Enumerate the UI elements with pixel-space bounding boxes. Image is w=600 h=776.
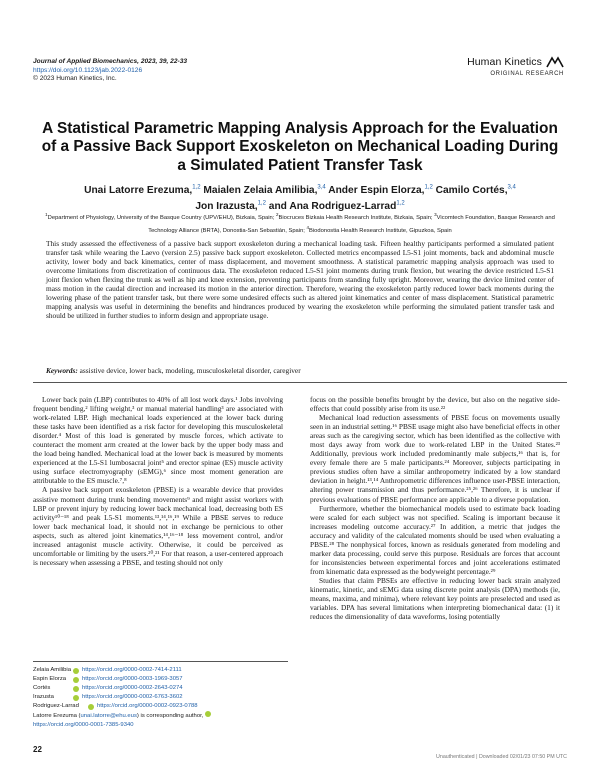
orcid-icon xyxy=(73,695,79,701)
orcid-icon xyxy=(88,704,94,710)
affiliations: $^1$Department of Physiology, University of the Basque Country (UPV/EHU), Bizkaia, Spain; $^2$Biocruces Bizkaia Health Research Institute, Bizkaia, Spain; $^3$Vicomtech Foundation, Basque Research and Technology Alliance (BRTA), Donostia-San Sebastián, Spain; $^4$Biodonostia Health Research Institute, Gipuzkoa, Spain xyxy=(45,212,555,234)
orcid-row: Irazusta https://orcid.org/0000-0002-6763-3602 xyxy=(33,693,288,702)
orcid-icon xyxy=(73,677,79,683)
footnote-divider xyxy=(33,661,288,662)
doi-link[interactable]: https://doi.org/10.1123/jab.2022-0126 xyxy=(33,66,143,74)
page-number: 22 xyxy=(33,745,42,754)
orcid-row: Zelaia Amilibia https://orcid.org/0000-0002-7414-2111 xyxy=(33,666,288,675)
keywords-text: assistive device, lower back, modeling, musculoskeletal disorder, caregiver xyxy=(79,366,301,375)
keywords-label: Keywords: xyxy=(46,366,78,375)
abstract: This study assessed the effectiveness of a passive back support exoskeleton during a mechanical loading task. Fifteen healthy participants performed a simulated patient transfer task while wearing the Laevo (version 2.5) passive back support exoskeleton. Collected metrics encompassed L5-S1 joint moments, back and abdominal muscle activity, lower body and back kinematics, center of mass displacement, and movement smoothness. A statistical parametric mapping analysis approach was used to overcome limitations from discretization of continuous data. The exoskeleton reduced L5-S1 joint moments during trunk flexion, but wearing the device restricted L5-S1 joint flexion when flexing the trunk as well as hip and knee extension, preventing participants from standing fully upright. Moreover, wearing the device limited center of mass motion in the caudal direction and increased its motion in the anterior direction. Therefore, wearing the exoskeleton partly reduced lower back moments during the lowering phase of the patient transfer task, but there were some undesired effects such as altered joint kinematics and center of mass displacement. Statistical parametric mapping analysis was useful in determining the benefits and hindrances produced by wearing the exoskeleton while performing the simulated patient transfer task and should be utilized in further studies to inform design and appropriate usage. xyxy=(46,239,554,321)
corresponding-author: Latorre Erezuma (unai.latorre@ehu.eus) is corresponding author, https://orcid.org/0000-0001-7385-9340 xyxy=(33,711,288,729)
orcid-link[interactable]: https://orcid.org/0000-0001-7385-9340 xyxy=(33,722,134,729)
orcid-row: Rodriguez-Larrad https://orcid.org/0000-0002-0923-0788 xyxy=(33,702,288,711)
article-title: A Statistical Parametric Mapping Analysis Approach for the Evaluation of a Passive Back Support Exoskeleton on Mechanical Loading During a Simulated Patient Transfer Task xyxy=(41,120,559,174)
paragraph: Mechanical load reduction assessments of PBSE focus on movements usually seen in an industrial setting.¹⁶ PBSE usage might also have beneficial effects in other areas such as the caregiving sector, which has been identified as the collective with most days away from work due to work-related LBP in the United States.²³ Additionally, previous work included predominantly male subjects,¹⁶ that is, for every female there are 5 male participants.²⁴ Moreover, subjects participating in previous studies often have a similar anthropometry indicated by a low standard deviation in height.¹³,¹⁴ Anthropometric differences influence user-PBSE interaction, altering power transmission and thus performance.²⁵,²⁶ Therefore, it is unclear if previous evaluations of PBSE performance are applicable to a diverse population. xyxy=(310,413,560,504)
orcid-icon xyxy=(205,711,211,717)
orcid-icon xyxy=(73,668,79,674)
author[interactable]: Maialen Zelaia Amilibia,$^{3,4}$ xyxy=(203,185,326,197)
orcid-row: Espin Elorza https://orcid.org/0000-0003-1969-3057 xyxy=(33,675,288,684)
article-type: ORIGINAL RESEARCH xyxy=(490,71,564,77)
orcid-link[interactable]: https://orcid.org/0000-0002-0923-0788 xyxy=(97,703,198,710)
human-kinetics-logo-icon xyxy=(546,56,564,68)
author-list xyxy=(40,182,560,214)
paragraph: focus on the possible benefits brought by the device, but also on the negative side-effects that could possibly arise from its use.²² xyxy=(310,395,560,414)
journal-citation: Journal of Applied Biomechanics, 2023, 39, 22-33 xyxy=(33,58,188,65)
paragraph: A passive back support exoskeleton (PBSE) is a wearable device that provides assistive moment during trunk bending movements⁹ and might assist workers with LBP or prevent injury by reducing lower back mechanical load, decreasing both ES activity¹⁰⁻¹⁸ and peak L5-S1 moments.¹³,¹⁴,¹⁶,¹⁹ While a PBSE serves to reduce lower back mechanical load, it should not in exchange be pernicious to other aspects, such as altered joint kinematics,¹⁴,¹⁶⁻¹⁸ less movement control, and/or increased antagonist muscle activity. Otherwise, it could be perceived as uncomfortable or limiting by the users.²⁰,²¹ For that reason, a user-centered approach is necessary when assessing a PBSE, and testing should not only xyxy=(33,485,283,567)
body-column-left xyxy=(33,395,283,567)
orcid-icon xyxy=(73,686,79,692)
orcid-row: Cortés https://orcid.org/0000-0002-2643-0274 xyxy=(33,684,288,693)
paragraph: Furthermore, whether the biomechanical models used to estimate back loading were scaled for each subject was not specified. Scaling is important because it increases modeling outcome accuracy.²⁷ In addition, a metric that judges the accuracy and validity of the calculated moments should be used when evaluating a PBSE.²⁸ The nonphysical forces, known as residuals generated from modeling and marker data processing, could serve this purpose. Residuals are forces that account for inconsistencies between experimental forces and joint accelerations estimated from kinematic data expressed as the bodyweight percentage.²⁹ xyxy=(310,503,560,576)
orcid-link[interactable]: https://orcid.org/0000-0002-6763-3602 xyxy=(82,694,183,701)
author[interactable]: and Ana Rodriguez-Larrad$^{1,2}$ xyxy=(268,200,405,213)
journal-header xyxy=(33,58,187,84)
author[interactable]: Camilo Cortés,$^{3,4}$ xyxy=(435,185,516,197)
orcid-link[interactable]: https://orcid.org/0000-0002-2643-0274 xyxy=(82,685,183,692)
publisher-name: Human Kinetics xyxy=(467,56,542,68)
paragraph: Studies that claim PBSEs are effective in reducing lower back strain analyzed kinematic, kinetic, and sEMG data using discrete point analysis (DPA) methods (ie, means, maxima, and minima), where relevant key points are preselected and used as variables. DPA has several limitations when interpreting biomechanical data: (1) it reduces the dimensionality of data waveforms, losing potentially xyxy=(310,575,560,622)
body-column-right xyxy=(310,395,560,621)
divider xyxy=(33,382,567,383)
author[interactable]: Unai Latorre Erezuma,$^{1,2}$ xyxy=(84,185,201,197)
download-footer: Unauthenticated | Downloaded 02/01/23 07:50 PM UTC xyxy=(436,754,567,760)
orcid-link[interactable]: https://orcid.org/0000-0002-7414-2111 xyxy=(82,667,182,673)
orcid-footnotes xyxy=(33,666,288,730)
paragraph: Lower back pain (LBP) contributes to 40% of all lost work days.¹ Jobs involving frequent bending,² lifting weight,³ or manual material handling³ are associated with work-related LBP. High mechanical loads experienced at the lower back during these tasks have been identified as a risk factor for developing this musculoskeletal disorder.⁴ Most of this load is generated by muscle forces, which activate to counteract the moment arm created at the lower back by the upper body mass and the load being handled. Mechanical load at the lower back is measured by moments experienced at the L5-S1 lumbosacral joint⁵ and erector spinae (ES) muscle activity using surface electromyography (sEMG),⁶ since most moment generation are attributable to the ES muscle.⁷,⁸ xyxy=(33,395,283,486)
author[interactable]: Jon Irazusta,$^{1,2}$ xyxy=(195,200,266,213)
publisher-block xyxy=(467,56,564,77)
orcid-link[interactable]: https://orcid.org/0000-0003-1969-3057 xyxy=(82,676,183,683)
copyright: © 2023 Human Kinetics, Inc. xyxy=(33,75,117,83)
email-link[interactable]: unai.latorre@ehu.eus xyxy=(80,713,137,720)
author[interactable]: Ander Espin Elorza,$^{1,2}$ xyxy=(328,185,433,197)
keywords xyxy=(46,366,554,375)
